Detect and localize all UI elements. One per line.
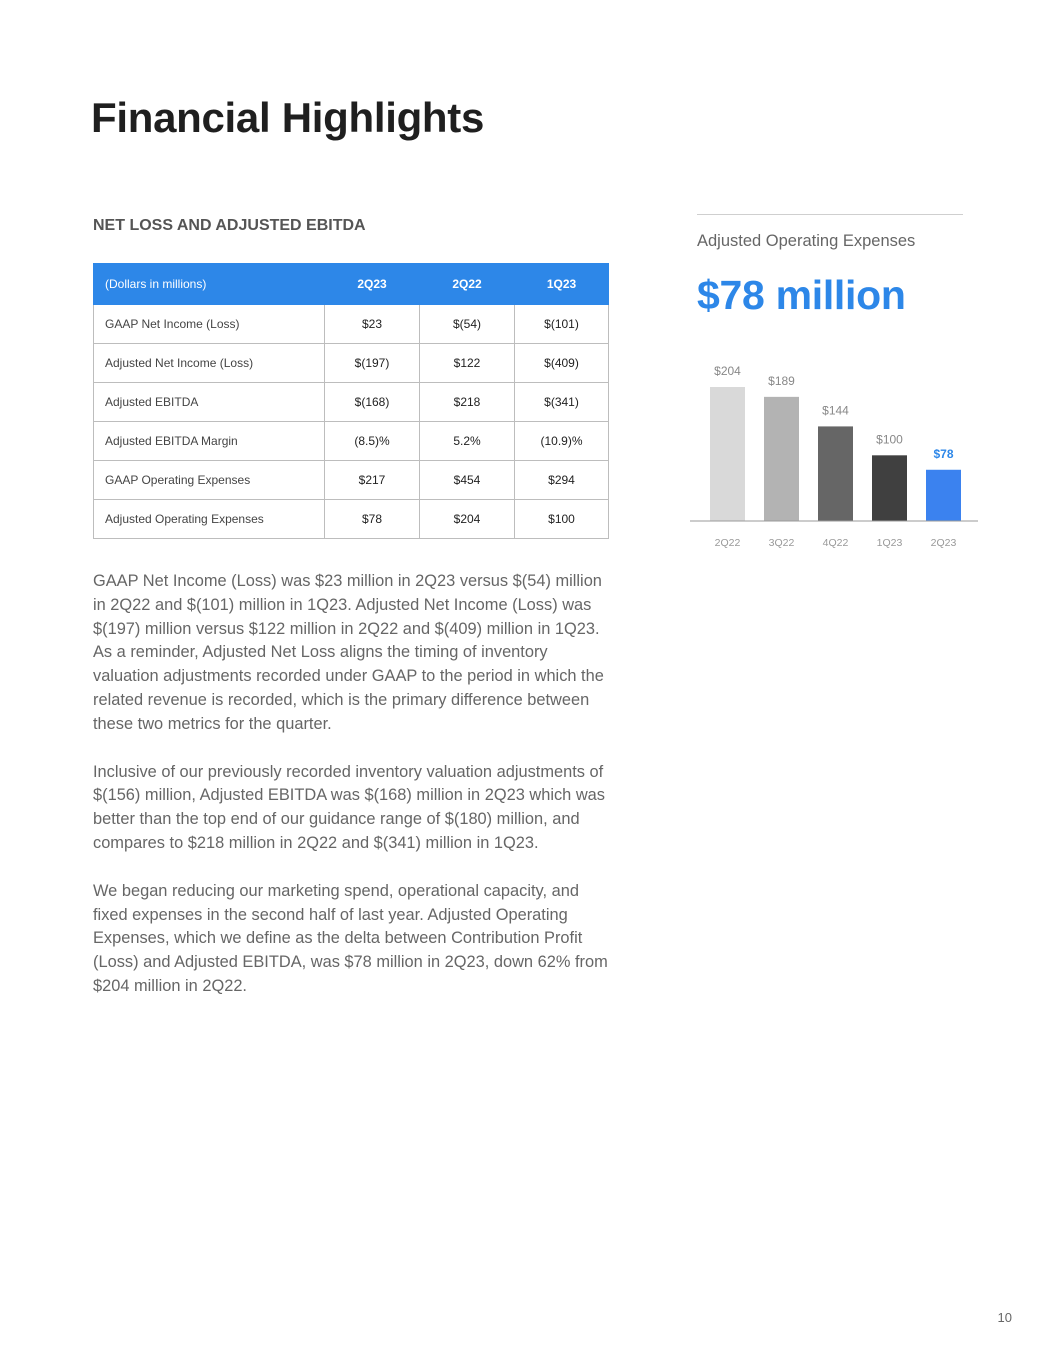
row-label: GAAP Operating Expenses bbox=[94, 461, 325, 500]
x-tick-label: 1Q23 bbox=[876, 537, 903, 549]
bar-4q22 bbox=[818, 426, 853, 521]
table-cell: $(101) bbox=[515, 305, 609, 344]
table-cell: $122 bbox=[420, 344, 515, 383]
bar-1q23 bbox=[872, 455, 907, 521]
table-cell: $217 bbox=[325, 461, 420, 500]
table-header-row bbox=[94, 264, 609, 305]
table-row bbox=[94, 461, 609, 500]
row-label: Adjusted Operating Expenses bbox=[94, 500, 325, 539]
table-cell: $(409) bbox=[515, 344, 609, 383]
table-cell: 5.2% bbox=[420, 422, 515, 461]
table-cell: $23 bbox=[325, 305, 420, 344]
data-label: $144 bbox=[822, 403, 849, 418]
table-cell: $78 bbox=[325, 500, 420, 539]
table-row bbox=[94, 422, 609, 461]
narrative bbox=[93, 570, 613, 1023]
table-cell: (8.5)% bbox=[325, 422, 420, 461]
data-label: $100 bbox=[876, 432, 903, 447]
page-number: 10 bbox=[997, 1310, 1012, 1325]
table-row bbox=[94, 500, 609, 539]
x-tick-label: 2Q22 bbox=[714, 537, 741, 549]
kpi-label: Adjusted Operating Expenses bbox=[697, 232, 916, 250]
row-label: Adjusted Net Income (Loss) bbox=[94, 344, 325, 383]
row-label: Adjusted EBITDA Margin bbox=[94, 422, 325, 461]
paragraph: GAAP Net Income (Loss) was $23 million in 2Q23 versus $(54) million in 2Q22 and $(101) million in 1Q23. Adjusted Net Income (Loss) was $(197) million versus $122 million in 2Q22 and $(409) million in 1Q23. As a reminder, Adjusted Net Loss aligns the timing of inventory valuation adjustments recorded under GAAP to the period in which the related revenue is recorded, which is the primary difference between these two metrics for the quarter. bbox=[93, 572, 604, 733]
table-cell: $454 bbox=[420, 461, 515, 500]
x-tick-label: 4Q22 bbox=[822, 537, 849, 549]
kpi-value: $78 million bbox=[697, 272, 906, 318]
x-tick-label: 3Q22 bbox=[768, 537, 795, 549]
table-cell: $100 bbox=[515, 500, 609, 539]
table-header-cell: (Dollars in millions) bbox=[94, 264, 325, 305]
opex-bar-chart bbox=[685, 350, 985, 560]
table-header-cell: 2Q23 bbox=[325, 264, 420, 305]
paragraph: Inclusive of our previously recorded inventory valuation adjustments of $(156) million, Adjusted EBITDA was $(168) million in 2Q23 which was better than the top end of our guidance range of $(180) million, and compares to $218 million in 2Q22 and $(341) million in 1Q23. bbox=[93, 762, 605, 852]
bar-2q22 bbox=[710, 387, 745, 521]
table-cell: $204 bbox=[420, 500, 515, 539]
table-row bbox=[94, 344, 609, 383]
table-header-cell: 2Q22 bbox=[420, 264, 515, 305]
data-label: $204 bbox=[714, 364, 741, 378]
table-cell: $294 bbox=[515, 461, 609, 500]
data-label: $189 bbox=[768, 373, 795, 388]
table-cell: $(54) bbox=[420, 305, 515, 344]
table-cell: $(197) bbox=[325, 344, 420, 383]
row-label: GAAP Net Income (Loss) bbox=[94, 305, 325, 344]
data-label: $78 bbox=[933, 446, 954, 461]
table-cell: $(341) bbox=[515, 383, 609, 422]
table-row bbox=[94, 383, 609, 422]
table-row bbox=[94, 305, 609, 344]
paragraph: We began reducing our marketing spend, operational capacity, and fixed expenses in the second half of last year. Adjusted Operating Expenses, which we define as the delta between Contribution Profit (Loss) and Adjusted EBITDA, was $78 million in 2Q23, down 62% from $204 million in 2Q22. bbox=[93, 881, 608, 995]
table-cell: (10.9)% bbox=[515, 422, 609, 461]
table-header-cell: 1Q23 bbox=[515, 264, 609, 305]
section-title: NET LOSS AND ADJUSTED EBITDA bbox=[93, 217, 366, 234]
table-cell: $218 bbox=[420, 383, 515, 422]
page-title: Financial Highlights bbox=[91, 94, 485, 141]
kpi-divider bbox=[697, 214, 963, 215]
table-cell: $(168) bbox=[325, 383, 420, 422]
x-tick-label: 2Q23 bbox=[930, 537, 957, 549]
row-label: Adjusted EBITDA bbox=[94, 383, 325, 422]
bar-2q23 bbox=[926, 470, 961, 521]
bar-3q22 bbox=[764, 397, 799, 521]
financial-table bbox=[93, 263, 609, 539]
